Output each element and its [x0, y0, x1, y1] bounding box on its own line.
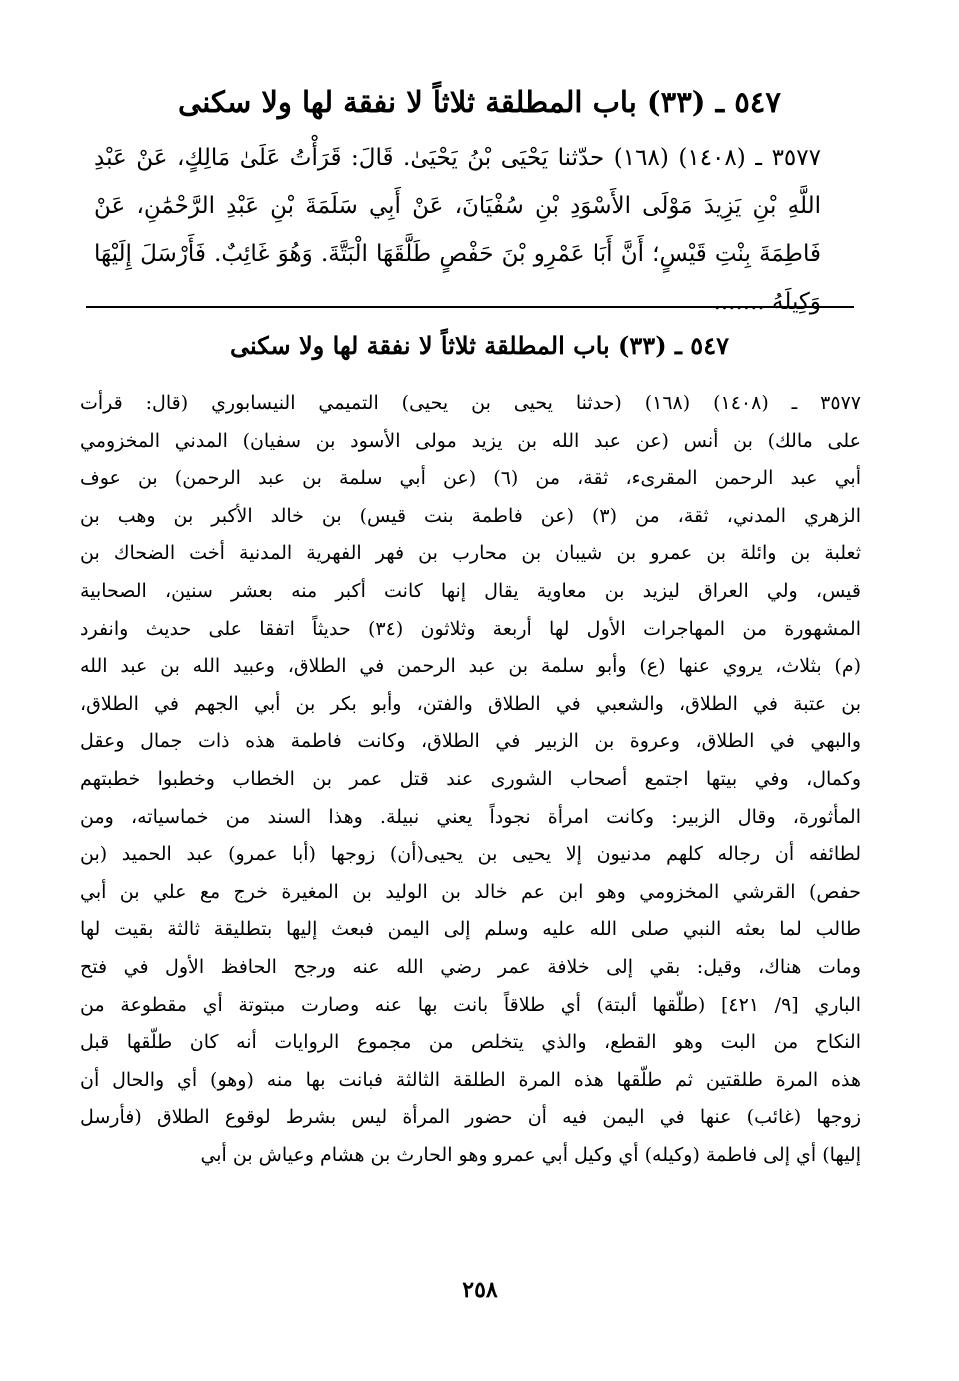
commentary-line: الباري [٩/ ٤٢١] (طلّقها ألبتة) أي طلاقاً بانت بها عنه وصارت مبتوتة أي مقطوعة من	[80, 993, 861, 1016]
commentary-body	[80, 385, 861, 1174]
commentary-line: وكمال، وفي بيتها اجتمع أصحاب الشورى عند قتل عمر بن الخطاب وخطبوا خطبتهم	[80, 767, 861, 790]
commentary-line: حفص) القرشي المخزومي وهو ابن عم خالد بن الوليد بن المغيرة خرج مع علي بن أبي	[80, 880, 861, 903]
hadith-matn-text: ٣٥٧٧ ـ (١٤٠٨) (١٦٨) حدّثنا يَحْيَى بْنُ يَحْيَىٰ. قَالَ: قَرَأْتُ عَلَىٰ مَالِكٍ، عَنْ عَبْدِ اللَّهِ بْنِ يَزِيدَ مَوْلَى الأَسْوَدِ بْنِ سُفْيَانَ، عَنْ أَبِي سَلَمَةَ بْنِ عَبْدِ الرَّحْمَٰنِ، عَنْ فَاطِمَةَ بِنْتِ قَيْسٍ؛ أَنَّ أَبَا عَمْرِو بْنَ حَفْصٍ طَلَّقَهَا الْبَتَّةَ. وَهُوَ غَائِبٌ. فَأَرْسَلَ إِلَيْهَا وَكِيلَهُ .......	[94, 145, 821, 315]
page-number: ٢٥٨	[462, 1277, 498, 1303]
commentary-line: ٣٥٧٧ ـ (١٤٠٨) (١٦٨) (حدثنا يحيى بن يحيى) التميمي النيسابوري (قال: قرأت	[80, 392, 861, 414]
commentary-line: أبي عبد الرحمن المقرىء، ثقة، من (٦) (عن أبي سلمة بن عبد الرحمن) بن عوف	[80, 467, 861, 490]
commentary-line: المشهورة من المهاجرات الأول لها أربعة وثلاثون (٣٤) حديثاً اتفقا على حديث وانفرد	[80, 617, 861, 640]
separator-line	[86, 306, 854, 308]
commentary-line: طالب لما بعثه النبي صلى الله عليه وسلم إلى اليمن فبعث إليها بتطليقة ثالثة بقيت لها	[80, 918, 861, 941]
commentary-line: والبهي في الطلاق، وعروة بن الزبير في الطلاق، وكانت فاطمة هذه ذات جمال وعقل	[80, 730, 861, 753]
commentary-line: النكاح من البت وهو القطع، والذي يتخلص من مجموع الروايات أنه كان طلّقها قبل	[80, 1031, 861, 1054]
commentary-chapter-title: ٥٤٧ ـ (٣٣) باب المطلقة ثلاثاً لا نفقة لها ولا سكنى	[230, 331, 729, 360]
commentary-line: قيس، ولي العراق ليزيد بن معاوية يقال إنها كانت أكبر منه بعشر سنين، الصحابية	[80, 579, 861, 602]
commentary-line: لطائفه أن رجاله كلهم مدنيون إلا يحيى بن يحيى(أن) زوجها (أبا عمرو) عبد الحميد (بن	[80, 843, 861, 866]
commentary-line: ثعلبة بن وائلة بن عمرو بن شيبان بن محارب بن فهر الفهرية المدنية أخت الضحاك بن	[80, 542, 861, 565]
commentary-line: على مالك) بن أنس (عن عبد الله بن يزيد مولى الأسود بن سفيان) المدني المخزومي	[80, 429, 861, 452]
commentary-line: الزهري المدني، ثقة، من (٣) (عن فاطمة بنت قيس) بن خالد الأكبر بن وهب بن	[80, 504, 861, 527]
commentary-line: ومات هناك، وقيل: بقي إلى خلافة عمر رضي الله عنه ورجح الحافظ الأول في فتح	[80, 955, 861, 978]
commentary-line: (م) بثلاث، يروي عنها (ع) وأبو سلمة بن عبد الرحمن في الطلاق، وعبيد الله بن عبد الله	[80, 655, 861, 678]
commentary-line: المأثورة، وقال الزبير: وكانت امرأة نجوداً يعني نبيلة. وهذا السند من خماسياته، ومن	[80, 805, 861, 828]
chapter-title: ٥٤٧ ـ (٣٣) باب المطلقة ثلاثاً لا نفقة لها ولا سكنى	[178, 85, 781, 119]
commentary-line: إليها) أي إلى فاطمة (وكيله) أي وكيل أبي عمرو وهو الحارث بن هشام وعياش بن أبي	[200, 1143, 861, 1166]
commentary-line: بن عتبة في الطلاق، والشعبي في الطلاق والفتن، وأبو بكر بن أبي الجهم في الطلاق،	[80, 692, 861, 715]
commentary-line: زوجها (غائب) عنها في اليمن فيه أن حضور المرأة ليس بشرط لوقوع الطلاق (فأرسل	[80, 1106, 861, 1129]
commentary-line: هذه المرة طلقتين ثم طلّقها هذه المرة الطلقة الثالثة فبانت بها منه (وهو) أي والحال أن	[80, 1068, 861, 1091]
